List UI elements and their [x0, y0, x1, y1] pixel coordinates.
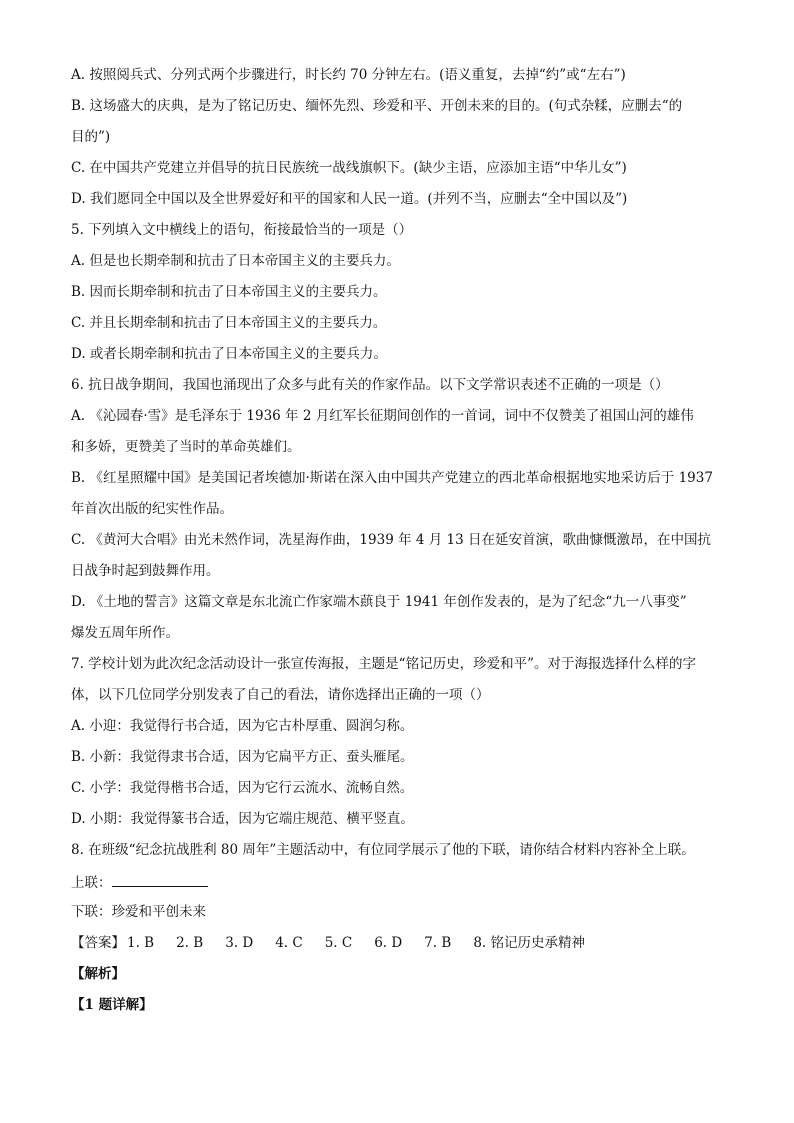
- question-7: 7. 学校计划为此次纪念活动设计一张宣传海报，主题是“铭记历史，珍爱和平”。对于海报选择什么样的字: [71, 656, 696, 672]
- analysis-heading: 【解析】: [71, 966, 125, 982]
- answer-item: 3. D: [225, 935, 254, 951]
- option-line: A. 但是也长期牵制和抗击了日本帝国主义的主要兵力。: [71, 253, 400, 269]
- option-line: D. 《土地的誓言》这篇文章是东北流亡作家端木蕻良于 1941 年创作发表的，是为了纪念“九一八事变”: [71, 594, 687, 610]
- answer-item: 2. B: [176, 935, 204, 951]
- answer-blank: [112, 870, 208, 887]
- option-line: 和多娇，更赞美了当时的革命英雄们。: [71, 439, 301, 455]
- option-line: D. 小期：我觉得篆书合适，因为它端庄规范、横平竖直。: [71, 811, 414, 827]
- option-line: C. 并且长期牵制和抗击了日本帝国主义的主要兵力。: [71, 315, 387, 331]
- option-line: A. 《沁园春·雪》是毛泽东于 1936 年 2 月红军长征期间创作的一首词，词中不仅赞美了祖国山河的雄伟: [71, 408, 694, 424]
- answer-item: 1. B: [127, 935, 155, 951]
- answer-item: 8. 铭记历史承精神: [473, 935, 585, 951]
- lower-couplet: 下联：珍爱和平创未来: [71, 904, 206, 920]
- question-7-cont: 体，以下几位同学分别发表了自己的看法，请你选择出正确的一项（）: [71, 687, 490, 703]
- text-line: D. 我们愿同全中国以及全世界爱好和平的国家和人民一道。(并列不当，应删去“全中国以及”): [71, 191, 628, 207]
- document-page: [71, 64, 731, 1025]
- option-line: 年首次出版的纪实性作品。: [71, 501, 233, 517]
- upper-couplet-line: [71, 870, 731, 901]
- text-line: C. 在中国共产党建立并倡导的抗日民族统一战线旗帜下。(缺少主语，应添加主语“中华儿女”): [71, 160, 627, 176]
- upper-couplet-label: 上联：: [71, 875, 112, 891]
- text-line: A. 按照阅兵式、分列式两个步骤进行，时长约 70 分钟左右。(语义重复，去掉“约”或“左右”): [71, 67, 626, 83]
- option-line: C. 《黄河大合唱》由光未然作词，冼星海作曲，1939 年 4 月 13 日在延安首演，歌曲慷慨激昂，在中国抗: [71, 532, 712, 548]
- text-line: B. 这场盛大的庆典，是为了铭记历史、缅怀先烈、珍爱和平、开创未来的目的。(句式杂糅，应删去“的: [71, 98, 683, 114]
- question-6: 6. 抗日战争期间，我国也涌现出了众多与此有关的作家作品。以下文学常识表述不正确的一项是（）: [71, 377, 669, 393]
- option-line: 日战争时起到鼓舞作用。: [71, 563, 220, 579]
- answer-line: [71, 932, 731, 963]
- option-line: B. 因而长期牵制和抗击了日本帝国主义的主要兵力。: [71, 284, 387, 300]
- answer-item: 6. D: [374, 935, 403, 951]
- answer-item: 7. B: [424, 935, 452, 951]
- question-5: 5. 下列填入文中横线上的语句，衔接最恰当的一项是（）: [71, 222, 413, 238]
- option-line: B. 小新：我觉得隶书合适，因为它扁平方正、蚕头雁尾。: [71, 749, 414, 765]
- answer-tag: 【答案】: [71, 935, 125, 951]
- option-line: A. 小迎：我觉得行书合适，因为它古朴厚重、圆润匀称。: [71, 718, 414, 734]
- detail-heading: 【1 题详解】: [71, 997, 153, 1013]
- option-line: 爆发五周年所作。: [71, 625, 179, 641]
- answer-item: 5. C: [324, 935, 353, 951]
- option-line: D. 或者长期牵制和抗击了日本帝国主义的主要兵力。: [71, 346, 387, 362]
- option-line: B. 《红星照耀中国》是美国记者埃德加·斯诺在深入由中国共产党建立的西北革命根据地实地采访后于 1937: [71, 470, 713, 486]
- option-line: C. 小学：我觉得楷书合适，因为它行云流水、流畅自然。: [71, 780, 414, 796]
- text-line: 目的”): [71, 129, 111, 145]
- question-8: 8. 在班级“纪念抗战胜利 80 周年”主题活动中，有位同学展示了他的下联，请你结合材料内容补全上联。: [71, 842, 695, 858]
- answer-item: 4. C: [275, 935, 303, 951]
